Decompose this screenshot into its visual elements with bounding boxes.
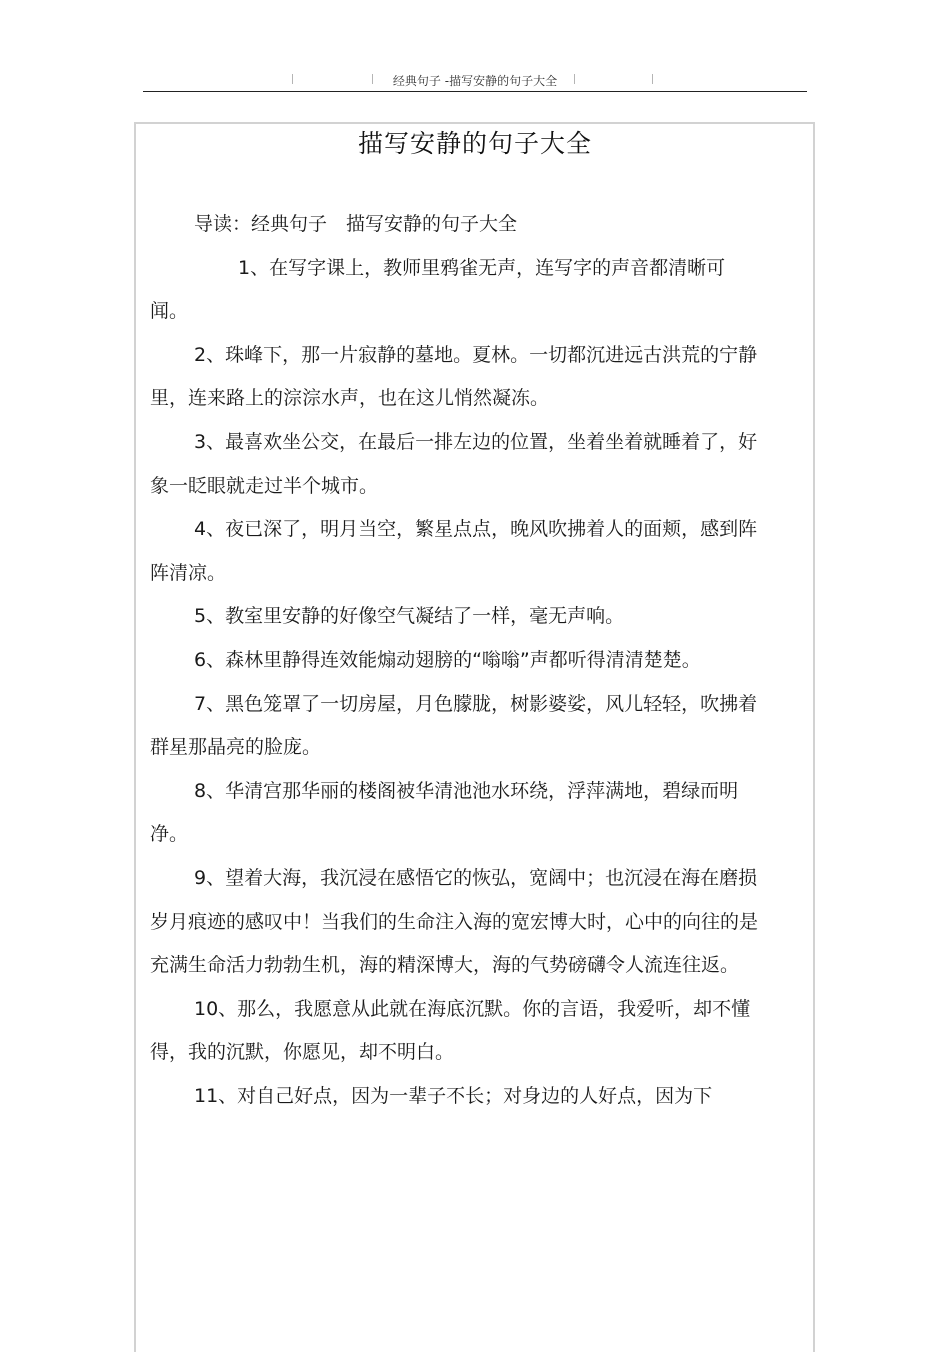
sentence-paragraph: 11、对自己好点，因为一辈子不长；对身边的人好点，因为下	[194, 1084, 713, 1107]
sentence-paragraph: 8、华清宫那华丽的楼阁被华清池池水环绕，浮萍满地，碧绿而明净。	[150, 779, 739, 846]
sentence-paragraph: 5、教室里安静的好像空气凝结了一样，毫无声响。	[194, 605, 625, 628]
sentence-paragraph: 10、那么，我愿意从此就在海底沉默。你的言语，我爱听，却不懂得，我的沉默，你愿见，却不明白。	[150, 997, 751, 1064]
sentence-paragraph: 9、望着大海，我沉浸在感悟它的恢弘，宽阔中；也沉浸在海在磨损岁月痕迹的感叹中！当我们的生命注入海的宽宏博大时，心中的向往的是充满生命活力勃勃生机，海的精深博大，海的气势磅礴令人流连往返。	[150, 866, 759, 977]
sentence-paragraph: 7、黑色笼罩了一切房屋，月色朦胧，树影婆娑，风儿轻轻，吹拂着群星那晶亮的脸庞。	[150, 692, 758, 759]
sentence-paragraph: 2、珠峰下，那一片寂静的墓地。夏林。一切都沉进远古洪荒的宁静里，连来路上的淙淙水声，也在这儿悄然凝冻。	[150, 343, 758, 410]
page-header	[0, 0, 950, 95]
sentence-paragraph: 1、在写字课上，教师里鸦雀无声，连写字的声音都清晰可闻。	[150, 256, 726, 323]
sentence-paragraph: 6、森林里静得连效能煽动翅膀的“嗡嗡”声都听得清清楚楚。	[194, 648, 701, 671]
sentence-paragraph: 3、最喜欢坐公交，在最后一排左边的位置，坐着坐着就睡着了，好象一眨眼就走过半个城市。	[150, 430, 758, 497]
document-title: 描写安静的句子大全	[357, 129, 592, 158]
document-body	[150, 203, 760, 1118]
header-divider	[143, 91, 807, 92]
intro-line: 导读：经典句子 描写安静的句子大全	[194, 213, 518, 235]
sentence-paragraph: 4、夜已深了，明月当空，繁星点点，晚风吹拂着人的面颊，感到阵阵清凉。	[150, 518, 758, 584]
running-header-title: 经典句子 -描写安静的句子大全	[392, 74, 558, 88]
